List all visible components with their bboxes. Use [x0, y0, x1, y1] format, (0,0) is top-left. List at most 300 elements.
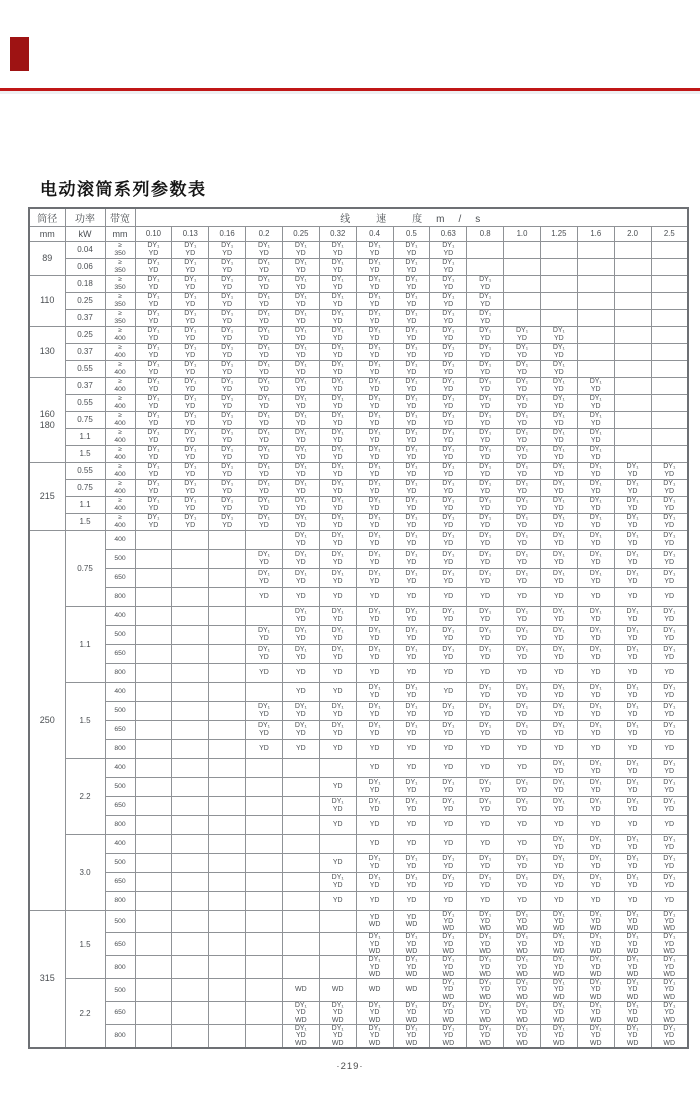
cell-line: YD — [664, 963, 675, 971]
band-cell — [105, 428, 135, 445]
cell-line: YD — [480, 368, 491, 376]
cell-line: YD — [664, 986, 675, 994]
speed-cell — [135, 956, 172, 979]
cell-line: DY₁ — [479, 910, 492, 918]
cell-line: DY₁ — [552, 551, 565, 559]
cell-line: DY₁ — [405, 532, 418, 540]
speed-cell — [577, 739, 614, 758]
cell-line: YD — [443, 300, 454, 308]
cell-line: YD — [148, 300, 159, 308]
speed-cell — [282, 815, 319, 834]
cell-line: 500 — [114, 554, 126, 562]
cell-line: YD — [627, 896, 638, 904]
speed-cell — [172, 530, 209, 549]
cell-line: DY₁ — [479, 956, 492, 964]
cell-line: YD — [480, 419, 491, 427]
cell-line: YD — [259, 266, 269, 274]
power-cell: 0.06 — [65, 258, 105, 275]
cell-line: DY₁ — [147, 429, 160, 437]
cell-line: 400 — [114, 521, 126, 529]
speed-cell — [467, 428, 504, 445]
speed-cell — [356, 872, 393, 891]
speed-cell — [209, 292, 246, 309]
cell-line: DY₁ — [552, 760, 565, 768]
cell-line: YD — [664, 470, 675, 478]
speed-cell — [135, 360, 172, 377]
speed-cell — [356, 241, 393, 258]
cell-line: WD — [589, 947, 602, 955]
band-cell — [105, 872, 135, 891]
cell-line: 400 — [114, 470, 126, 478]
speed-cell — [135, 394, 172, 411]
cell-line: YD — [185, 317, 196, 325]
speed-header: 0.25 — [282, 226, 319, 241]
speed-title-header: 线 速 度 m / s — [135, 208, 688, 226]
speed-cell — [430, 739, 467, 758]
cell-line: YD — [480, 986, 491, 994]
speed-cell — [651, 682, 688, 701]
speed-cell — [614, 956, 651, 979]
speed-cell — [356, 663, 393, 682]
cell-line: DY₁ — [589, 956, 602, 964]
speed-cell — [651, 479, 688, 496]
cell-line: YD — [554, 577, 564, 585]
cell-line: 400 — [114, 334, 126, 342]
speed-cell — [540, 796, 577, 815]
cell-line: DY₁ — [589, 627, 602, 635]
speed-cell — [356, 777, 393, 796]
band-cell — [105, 462, 135, 479]
speed-cell — [577, 758, 614, 777]
cell-line: DY₁ — [405, 310, 418, 318]
cell-line: WD — [553, 925, 565, 933]
speed-header: 0.16 — [209, 226, 246, 241]
cell-line: DY₁ — [221, 395, 234, 403]
speed-cell — [577, 853, 614, 872]
cell-line: YD — [148, 317, 159, 325]
speed-cell — [319, 933, 356, 956]
cell-line: YD — [332, 744, 343, 752]
cell-line: DY₁ — [626, 570, 639, 578]
speed-cell — [172, 568, 209, 587]
speed-cell — [577, 701, 614, 720]
cell-line: YD — [222, 249, 233, 257]
cell-line: YD — [554, 592, 564, 600]
cell-line: DY₁ — [368, 874, 381, 882]
cell-line: YD — [369, 351, 380, 359]
speed-cell — [172, 513, 209, 530]
speed-cell — [319, 513, 356, 530]
speed-cell — [504, 496, 541, 513]
cell-line: YD — [590, 986, 601, 994]
cell-line: WD — [479, 1016, 491, 1024]
speed-cell — [577, 462, 614, 479]
cell-line: YD — [369, 914, 380, 922]
cell-line: DY₁ — [368, 395, 381, 403]
speed-cell — [135, 910, 172, 933]
speed-cell — [393, 1002, 430, 1025]
speed-cell — [651, 530, 688, 549]
speed-cell — [282, 377, 319, 394]
cell-line: DY₁ — [442, 344, 455, 352]
cell-line: DY₁ — [442, 703, 455, 711]
speed-cell — [209, 445, 246, 462]
cell-line: YD — [554, 470, 564, 478]
speed-cell — [467, 663, 504, 682]
power-cell: 2.2 — [65, 758, 105, 834]
speed-cell — [393, 309, 430, 326]
cell-line: 650 — [114, 649, 126, 657]
cell-line: YD — [222, 334, 233, 342]
cell-line: DY₁ — [184, 412, 197, 420]
speed-cell — [282, 394, 319, 411]
cell-line: DY₁ — [442, 429, 455, 437]
cell-line: YD — [185, 368, 196, 376]
cell-line: DY₁ — [663, 855, 676, 863]
cell-line: YD — [259, 521, 269, 529]
cell-line: WD — [479, 947, 491, 955]
speed-cell — [577, 663, 614, 682]
speed-cell — [540, 891, 577, 910]
cell-line: DY₁ — [515, 532, 529, 540]
speed-cell — [467, 411, 504, 428]
cell-line: 500 — [114, 917, 126, 925]
power-cell: 0.04 — [65, 241, 105, 258]
band-cell — [105, 956, 135, 979]
cell-line: DY₁ — [368, 497, 381, 505]
cell-line: DY₁ — [294, 514, 307, 522]
cell-line: YD — [627, 653, 638, 661]
power-cell: 1.5 — [65, 513, 105, 530]
cell-line: DY₁ — [515, 463, 529, 471]
speed-cell — [504, 587, 541, 606]
speed-cell — [209, 979, 246, 1002]
cell-line: DY₁ — [294, 344, 307, 352]
table-row — [29, 258, 688, 275]
cell-line: YD — [554, 653, 564, 661]
cell-line: YD — [222, 266, 233, 274]
speed-cell — [467, 910, 504, 933]
speed-cell — [356, 411, 393, 428]
speed-cell — [577, 309, 614, 326]
speed-cell — [651, 663, 688, 682]
speed-cell — [577, 796, 614, 815]
cell-line: DY₁ — [221, 446, 234, 454]
cell-line: YD — [406, 592, 417, 600]
cell-line: ≥ — [118, 276, 122, 284]
cell-line: YD — [554, 1032, 564, 1040]
cell-line: DY₁ — [405, 779, 418, 787]
cell-line: DY₁ — [589, 429, 602, 437]
speed-cell — [135, 462, 172, 479]
cell-line: DY₁ — [479, 608, 492, 616]
table-row — [29, 739, 688, 758]
speed-cell — [577, 933, 614, 956]
speed-cell — [319, 758, 356, 777]
speed-cell — [614, 796, 651, 815]
cell-line: DY₁ — [368, 956, 381, 964]
cell-line: YD — [332, 710, 343, 718]
speed-cell — [430, 625, 467, 644]
cell-line: YD — [480, 710, 491, 718]
cell-line: DY₁ — [589, 497, 602, 505]
speed-cell — [504, 462, 541, 479]
speed-cell — [467, 1002, 504, 1025]
cell-line: YD — [517, 820, 527, 828]
cell-line: DY₁ — [331, 514, 344, 522]
speed-cell — [246, 241, 283, 258]
cell-line: YD — [554, 843, 564, 851]
speed-cell — [430, 292, 467, 309]
speed-cell — [614, 394, 651, 411]
cell-line: YD — [443, 487, 454, 495]
speed-cell — [430, 530, 467, 549]
speed-cell — [319, 258, 356, 275]
cell-line: DY₁ — [626, 779, 639, 787]
cell-line: YD — [664, 896, 675, 904]
cell-line: DY₁ — [552, 446, 565, 454]
speed-cell — [282, 428, 319, 445]
cell-line: DY₁ — [294, 327, 307, 335]
speed-cell — [504, 956, 541, 979]
cell-line: DY₁ — [331, 497, 344, 505]
cell-line: DY₁ — [147, 480, 160, 488]
cell-line: YD — [517, 521, 527, 529]
cell-line: DY₁ — [331, 1024, 344, 1032]
speed-cell — [651, 956, 688, 979]
cell-line: DY₁ — [479, 1002, 492, 1010]
cell-line: DY₁ — [663, 956, 676, 964]
cell-line: DY₁ — [663, 514, 676, 522]
speed-cell — [246, 891, 283, 910]
cell-line: DY₁ — [626, 646, 639, 654]
speed-cell — [282, 979, 319, 1002]
cell-line: DY₁ — [257, 722, 271, 730]
speed-cell — [504, 309, 541, 326]
speed-cell — [393, 326, 430, 343]
cell-line: YD — [554, 487, 564, 495]
cell-line: WD — [368, 1039, 381, 1047]
speed-cell — [172, 834, 209, 853]
speed-cell — [135, 758, 172, 777]
cell-line: DY₁ — [405, 551, 418, 559]
cell-line: YD — [369, 634, 380, 642]
speed-cell — [135, 549, 172, 568]
cell-line: YD — [554, 668, 564, 676]
speed-cell — [246, 462, 283, 479]
cell-line: DY₁ — [589, 570, 602, 578]
cell-line: DY₁ — [184, 361, 197, 369]
speed-cell — [467, 292, 504, 309]
speed-cell — [393, 568, 430, 587]
cell-line: WD — [405, 1039, 418, 1047]
speed-cell — [504, 479, 541, 496]
cell-line: YD — [259, 653, 269, 661]
speed-cell — [209, 777, 246, 796]
speed-cell — [430, 682, 467, 701]
cell-line: YD — [554, 767, 564, 775]
power-cell: 1.1 — [65, 606, 105, 682]
power-cell: 1.1 — [65, 496, 105, 513]
speed-cell — [430, 549, 467, 568]
cell-line: DY₁ — [221, 361, 234, 369]
speed-cell — [504, 739, 541, 758]
cell-line: DY₁ — [552, 1024, 565, 1032]
band-cell — [105, 933, 135, 956]
cell-line: YD — [664, 504, 675, 512]
cell-line: DY₁ — [552, 874, 565, 882]
speed-cell — [393, 445, 430, 462]
speed-cell — [282, 1002, 319, 1025]
cell-line: YD — [554, 539, 564, 547]
cell-line: DY₁ — [442, 608, 455, 616]
cell-line: YD — [480, 283, 491, 291]
speed-cell — [504, 606, 541, 625]
speed-cell — [540, 496, 577, 513]
speed-cell — [577, 872, 614, 891]
speed-cell — [319, 872, 356, 891]
table-row — [29, 479, 688, 496]
cell-line: YD — [406, 419, 417, 427]
cell-line: YD — [480, 653, 491, 661]
cell-line: DY₁ — [405, 956, 418, 964]
cell-line: DY₁ — [294, 310, 307, 318]
cell-line: 400 — [114, 504, 126, 512]
speed-cell — [540, 701, 577, 720]
speed-cell — [135, 720, 172, 739]
band-cell — [105, 360, 135, 377]
cell-line: YD — [627, 487, 638, 495]
speed-cell — [393, 979, 430, 1002]
cell-line: YD — [406, 300, 417, 308]
table-row — [29, 796, 688, 815]
cell-line: DY₁ — [147, 276, 160, 284]
cell-line: YD — [664, 1009, 675, 1017]
col-header-power: 功率 — [65, 208, 105, 226]
speed-cell — [209, 682, 246, 701]
cell-line: DY₁ — [294, 608, 307, 616]
cell-line: 500 — [114, 782, 126, 790]
cell-line: YD — [259, 419, 269, 427]
cell-line: DY₁ — [626, 836, 639, 844]
speed-cell — [282, 910, 319, 933]
cell-line: YD — [259, 504, 269, 512]
cell-line: DY₁ — [626, 760, 639, 768]
speed-cell — [614, 377, 651, 394]
speed-cell — [577, 549, 614, 568]
speed-cell — [577, 343, 614, 360]
cell-line: DY₁ — [589, 798, 602, 806]
cell-line: YD — [480, 300, 491, 308]
cell-line: YD — [296, 436, 306, 444]
speed-cell — [172, 462, 209, 479]
cell-line: WD — [516, 993, 528, 1001]
speed-cell — [393, 834, 430, 853]
cell-line: YD — [480, 729, 491, 737]
speed-cell — [651, 513, 688, 530]
speed-cell — [282, 292, 319, 309]
cell-line: DY₁ — [442, 933, 455, 941]
speed-cell — [540, 644, 577, 663]
speed-cell — [614, 530, 651, 549]
speed-cell — [430, 587, 467, 606]
speed-cell — [651, 739, 688, 758]
cell-line: 160 — [39, 408, 55, 419]
cell-line: YD — [369, 1032, 380, 1040]
cell-line: DY₁ — [405, 327, 418, 335]
cell-line: DY₁ — [368, 276, 381, 284]
speed-cell — [319, 309, 356, 326]
speed-cell — [540, 853, 577, 872]
speed-cell — [135, 796, 172, 815]
table-row — [29, 360, 688, 377]
cell-line: YD — [259, 249, 269, 257]
cell-line: YD — [443, 820, 454, 828]
speed-cell — [430, 1024, 467, 1047]
speed-cell — [319, 834, 356, 853]
cell-line: YD — [369, 881, 380, 889]
cell-line: DY₁ — [368, 855, 381, 863]
cell-line: YD — [627, 558, 638, 566]
cell-line: YD — [664, 710, 675, 718]
speed-cell — [246, 834, 283, 853]
cell-line: YD — [406, 487, 417, 495]
cell-line: YD — [443, 266, 454, 274]
speed-cell — [467, 758, 504, 777]
speed-cell — [282, 530, 319, 549]
speed-cell — [356, 587, 393, 606]
cell-line: DY₁ — [331, 480, 344, 488]
cell-line: YD — [590, 767, 601, 775]
cell-line: DY₁ — [626, 874, 639, 882]
cell-line: DY₁ — [552, 703, 565, 711]
power-cell: 0.25 — [65, 326, 105, 343]
band-cell — [105, 777, 135, 796]
cell-line: YD — [664, 558, 675, 566]
cell-line: YD — [406, 470, 417, 478]
cell-line: YD — [517, 896, 527, 904]
cell-line: YD — [406, 963, 417, 971]
speed-cell — [209, 462, 246, 479]
cell-line: YD — [443, 763, 454, 771]
band-cell — [105, 343, 135, 360]
cell-line: DY₁ — [479, 327, 492, 335]
cell-line: DY₁ — [626, 956, 639, 964]
cell-line: DY₁ — [663, 874, 676, 882]
cell-line: DY₁ — [479, 446, 492, 454]
cell-line: YD — [443, 453, 454, 461]
cell-line: YD — [554, 436, 564, 444]
cell-line: DY₁ — [368, 327, 381, 335]
cell-line: YD — [554, 385, 564, 393]
speed-cell — [246, 343, 283, 360]
table-row — [29, 292, 688, 309]
speed-cell — [651, 796, 688, 815]
speed-cell — [356, 568, 393, 587]
cell-line: DY₁ — [663, 551, 676, 559]
cell-line: DY₁ — [221, 327, 234, 335]
cell-line: YD — [369, 1009, 380, 1017]
speed-cell — [319, 910, 356, 933]
speed-cell — [319, 606, 356, 625]
cell-line: YD — [185, 504, 196, 512]
speed-cell — [172, 853, 209, 872]
cell-line: DY₁ — [221, 242, 234, 250]
cell-line: ≥ — [118, 310, 122, 318]
cell-line: DY₁ — [405, 242, 418, 250]
diameter-cell — [29, 910, 65, 1048]
speed-cell — [356, 1024, 393, 1047]
